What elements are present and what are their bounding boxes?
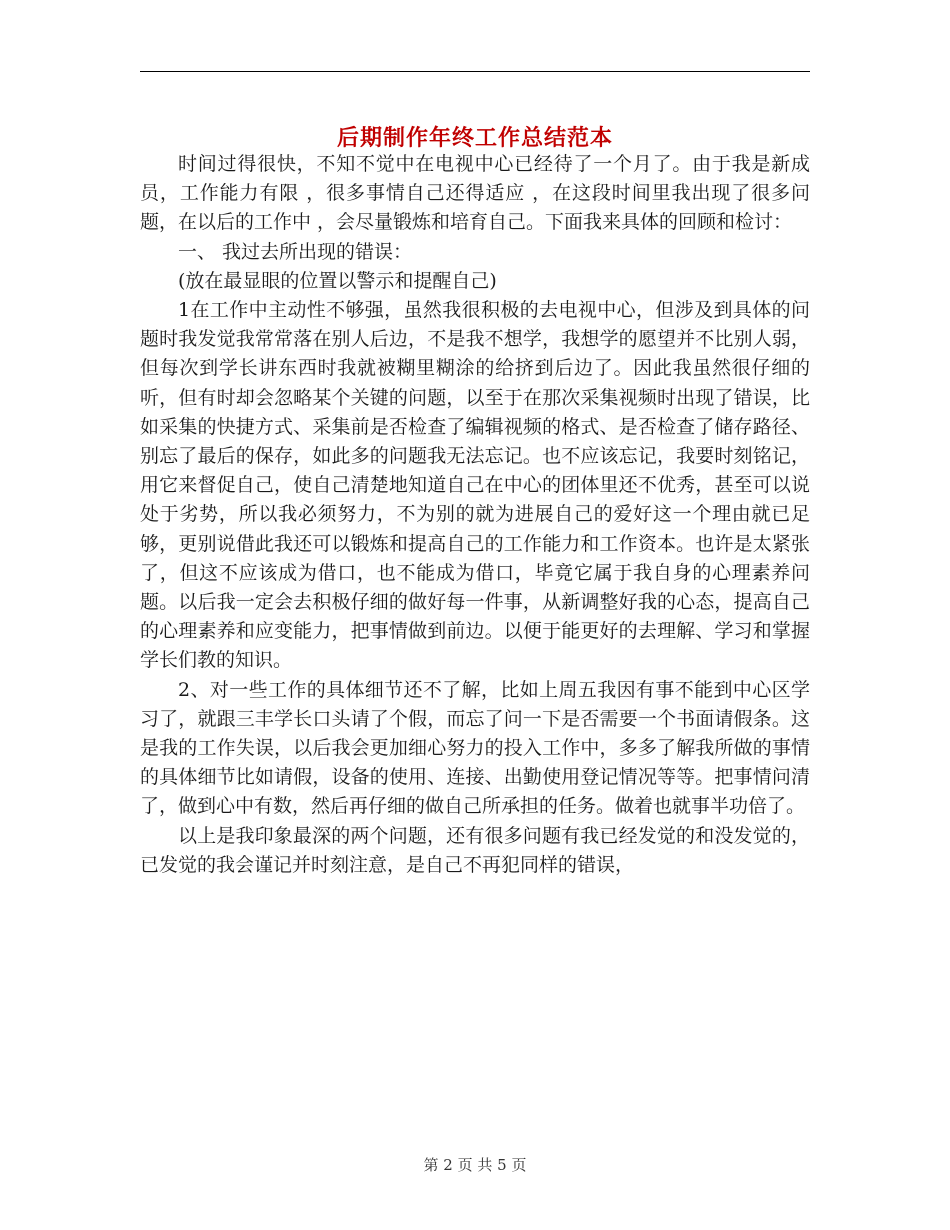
paragraph-summary: 以上是我印象最深的两个问题，还有很多问题有我已经发觉的和没发觉的，已发觉的我会谨记并时刻注意，是自己不再犯同样的错误，	[140, 824, 810, 876]
page-footer: 第 2 页 共 5 页	[423, 1156, 527, 1174]
paragraph-point-1: 1在工作中主动性不够强，虽然我很积极的去电视中心，但涉及到具体的问题时我发觉我常常落在别人后边，不是我不想学，我想学的愿望并不比别人弱，但每次到学长讲东西时我就被糊里糊涂的给挤到后边了。因此我虽然很仔细的听，但有时却会忽略某个关键的问题，以至于在那次采集视频时出现了错误，比如采集的快捷方式、采集前是否检查了编辑视频的格式、是否检查了储存路径、别忘了最后的保存，如此多的问题我无法忘记。也不应该忘记，我要时刻铭记，用它来督促自己，使自己清楚地知道自己在中心的团体里还不优秀，甚至可以说处于劣势，所以我必须努力，不为别的就为进展自己的爱好这一个理由就已足够，更别说借此我还可以锻炼和提高自己的工作能力和工作资本。也许是太紧张了，但这不应该成为借口，也不能成为借口，毕竟它属于我自身的心理素养问题。以后我一定会去积极仔细的做好每一件事，从新调整好我的心态，提高自己的心理素养和应变能力，把事情做到前边。以便于能更好的去理解、学习和掌握学长们教的知识。	[140, 299, 810, 672]
section-heading-mistakes: 一、 我过去所出现的错误：	[178, 240, 413, 263]
document-body	[140, 150, 810, 880]
header-rule	[140, 71, 810, 72]
paragraph-intro: 时间过得很快，不知不觉中在电视中心已经待了一个月了。由于我是新成员，工作能力有限 ，很多事情自己还得适应 ，在这段时间里我出现了很多问题，在以后的工作中 ，会尽量锻炼和培育自己。下面我来具体的回顾和检讨：	[140, 153, 810, 234]
document-title: 后期制作年终工作总结范本	[336, 125, 613, 151]
paragraph-note: (放在最显眼的位置以警示和提醒自己)	[178, 269, 497, 292]
paragraph-point-2: 2、对一些工作的具体细节还不了解，比如上周五我因有事不能到中心区学习了，就跟三丰学长口头请了个假，而忘了问一下是否需要一个书面请假条。这是我的工作失误，以后我会更加细心努力的投入工作中，多多了解我所做的事情的具体细节比如请假，设备的使用、连接、出勤使用登记情况等等。把事情问清了，做到心中有数，然后再仔细的做自己所承担的任务。做着也就事半功倍了。	[140, 678, 810, 818]
